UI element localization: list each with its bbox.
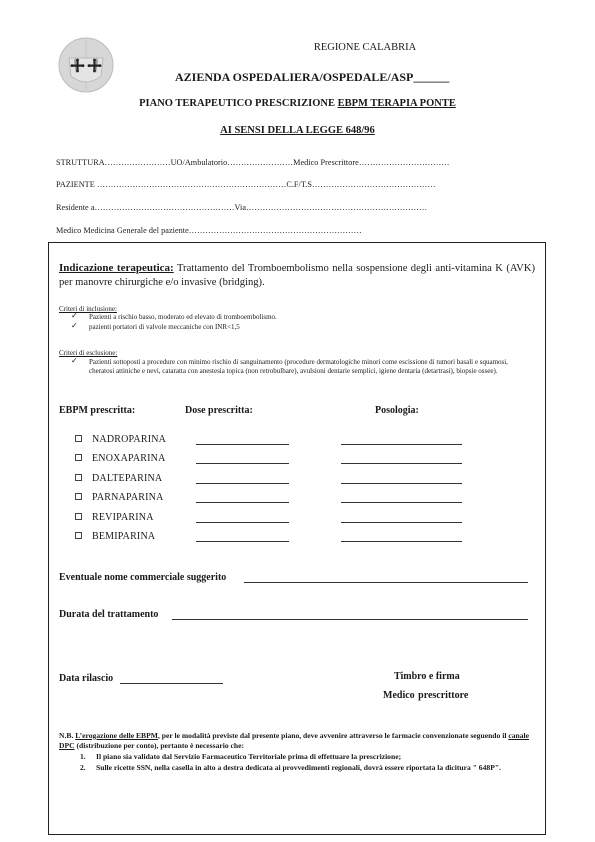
- struttura-field[interactable]: STRUTTURA……………………UO/Ambulatorio……………………Medico Prescrittore……………………………: [56, 158, 450, 167]
- check-icon: ✓: [71, 356, 78, 365]
- checkbox-icon[interactable]: [75, 454, 82, 461]
- timbro-label: Timbro e firma: [394, 671, 460, 682]
- drug-option-enoxaparina[interactable]: ENOXAPARINA: [75, 453, 166, 464]
- dose-input[interactable]: [196, 444, 289, 445]
- indicazione-label: Indicazione terapeutica:: [59, 262, 174, 274]
- posologia-input[interactable]: [341, 463, 462, 464]
- checkbox-icon[interactable]: [75, 493, 82, 500]
- checkbox-icon[interactable]: [75, 532, 82, 539]
- durata-label: Durata del trattamento: [59, 609, 159, 620]
- check-icon: ✓: [71, 321, 78, 330]
- region-title: REGIONE CALABRIA: [313, 42, 417, 53]
- nb-item-number: 2.: [80, 763, 86, 772]
- indicazione-text: Trattamento del Tromboembolismo nella sospensione degli anti-vitamina K (AVK) per manovre chirurgiche e/o invasive (bridging).: [59, 263, 536, 288]
- legge-title: AI SENSI DELLA LEGGE 648/96: [220, 125, 375, 136]
- dose-header: Dose prescritta:: [185, 405, 253, 416]
- drug-option-dalteparina[interactable]: DALTEPARINA: [75, 473, 162, 484]
- checkbox-icon[interactable]: [75, 513, 82, 520]
- azienda-title: AZIENDA OSPEDALIERA/OSPEDALE/ASP______: [175, 70, 450, 84]
- posologia-input[interactable]: [341, 522, 462, 523]
- dose-input[interactable]: [196, 502, 289, 503]
- nome-commerciale-input[interactable]: [244, 582, 528, 583]
- nb-item-number: 1.: [80, 752, 86, 761]
- piano-prefix: PIANO TERAPEUTICO PRESCRIZIONE: [139, 98, 338, 109]
- medico-mmg-field[interactable]: Medico Medicina Generale del paziente………………………………………………………: [56, 226, 362, 235]
- inclusione-title: Criteri di inclusione:: [59, 305, 117, 313]
- drug-option-bemiparina[interactable]: BEMIPARINA: [75, 531, 155, 542]
- nb-underlined-1: L’erogazione delle EBPM: [75, 731, 158, 740]
- drug-option-nadroparina[interactable]: NADROPARINA: [75, 434, 166, 445]
- nome-commerciale-label: Eventuale nome commerciale suggerito: [59, 572, 227, 583]
- data-rilascio-label: Data rilascio: [59, 673, 114, 684]
- residente-field[interactable]: Residente a……………………………………………Via…………………………………………………………: [56, 203, 428, 212]
- posologia-input[interactable]: [341, 541, 462, 542]
- medico-prescrittore-label: Medico prescrittore: [383, 690, 469, 701]
- durata-input[interactable]: [172, 619, 528, 620]
- posologia-header: Posologia:: [375, 405, 419, 416]
- checkbox-icon[interactable]: [75, 435, 82, 442]
- inclusione-item: Pazienti a rischio basso, moderato ed elevato di tromboembolismo.: [89, 313, 277, 321]
- nb-underlined-2: canale DPC: [59, 731, 529, 750]
- check-icon: ✓: [71, 311, 78, 320]
- drug-option-parnaparina[interactable]: PARNAPARINA: [75, 492, 164, 503]
- nb-suffix: (distribuzione per conto), pertanto è necessario che:: [74, 741, 245, 750]
- checkbox-icon[interactable]: [75, 474, 82, 481]
- piano-title: [0, 98, 595, 109]
- drug-option-reviparina[interactable]: REVIPARINA: [75, 512, 154, 523]
- nb-prefix: N.B.: [59, 731, 76, 740]
- nb-mid: , per le modalità previste dal presente piano, deve avvenire attraverso le farmacie convenzionate seguendo il: [157, 731, 509, 740]
- esclusione-item: Pazienti sottoposti a procedure con minimo rischio di sanguinamento (procedure dermatologiche minori come escissione di tumori basali e squamosi, cheratosi attiniche e nevi, cataratta con anestesia topica (non retrobulbare), avulsioni dentarie semplici, igiene dentaria (detartrasi), biopsie ossee).: [89, 358, 508, 375]
- piano-underlined: EBPM TERAPIA PONTE: [337, 98, 456, 109]
- data-rilascio-input[interactable]: [120, 683, 223, 684]
- esclusione-title: Criteri di esclusione:: [59, 349, 118, 357]
- ebpm-header: EBPM prescritta:: [59, 405, 136, 416]
- dose-input[interactable]: [196, 463, 289, 464]
- indicazione-terapeutica: [59, 262, 535, 289]
- posologia-input[interactable]: [341, 502, 462, 503]
- dose-input[interactable]: [196, 483, 289, 484]
- dose-input[interactable]: [196, 541, 289, 542]
- posologia-input[interactable]: [341, 444, 462, 445]
- posologia-input[interactable]: [341, 483, 462, 484]
- dose-input[interactable]: [196, 522, 289, 523]
- inclusione-item: pazienti portatori di valvole meccaniche con INR<1,5: [89, 323, 240, 331]
- nb-item: Sulle ricette SSN, nella casella in alto a destra dedicata ai provvedimenti regionali, dovrà essere riportata la dicitura " 648P".: [96, 763, 501, 772]
- paziente-field[interactable]: PAZIENTE ……………………………………………………………C.F/T.S………………………………………: [56, 180, 436, 189]
- nb-item: Il piano sia validato dal Servizio Farmaceutico Territoriale prima di effettuare la prescrizione;: [96, 752, 402, 761]
- nb-note: [59, 731, 534, 751]
